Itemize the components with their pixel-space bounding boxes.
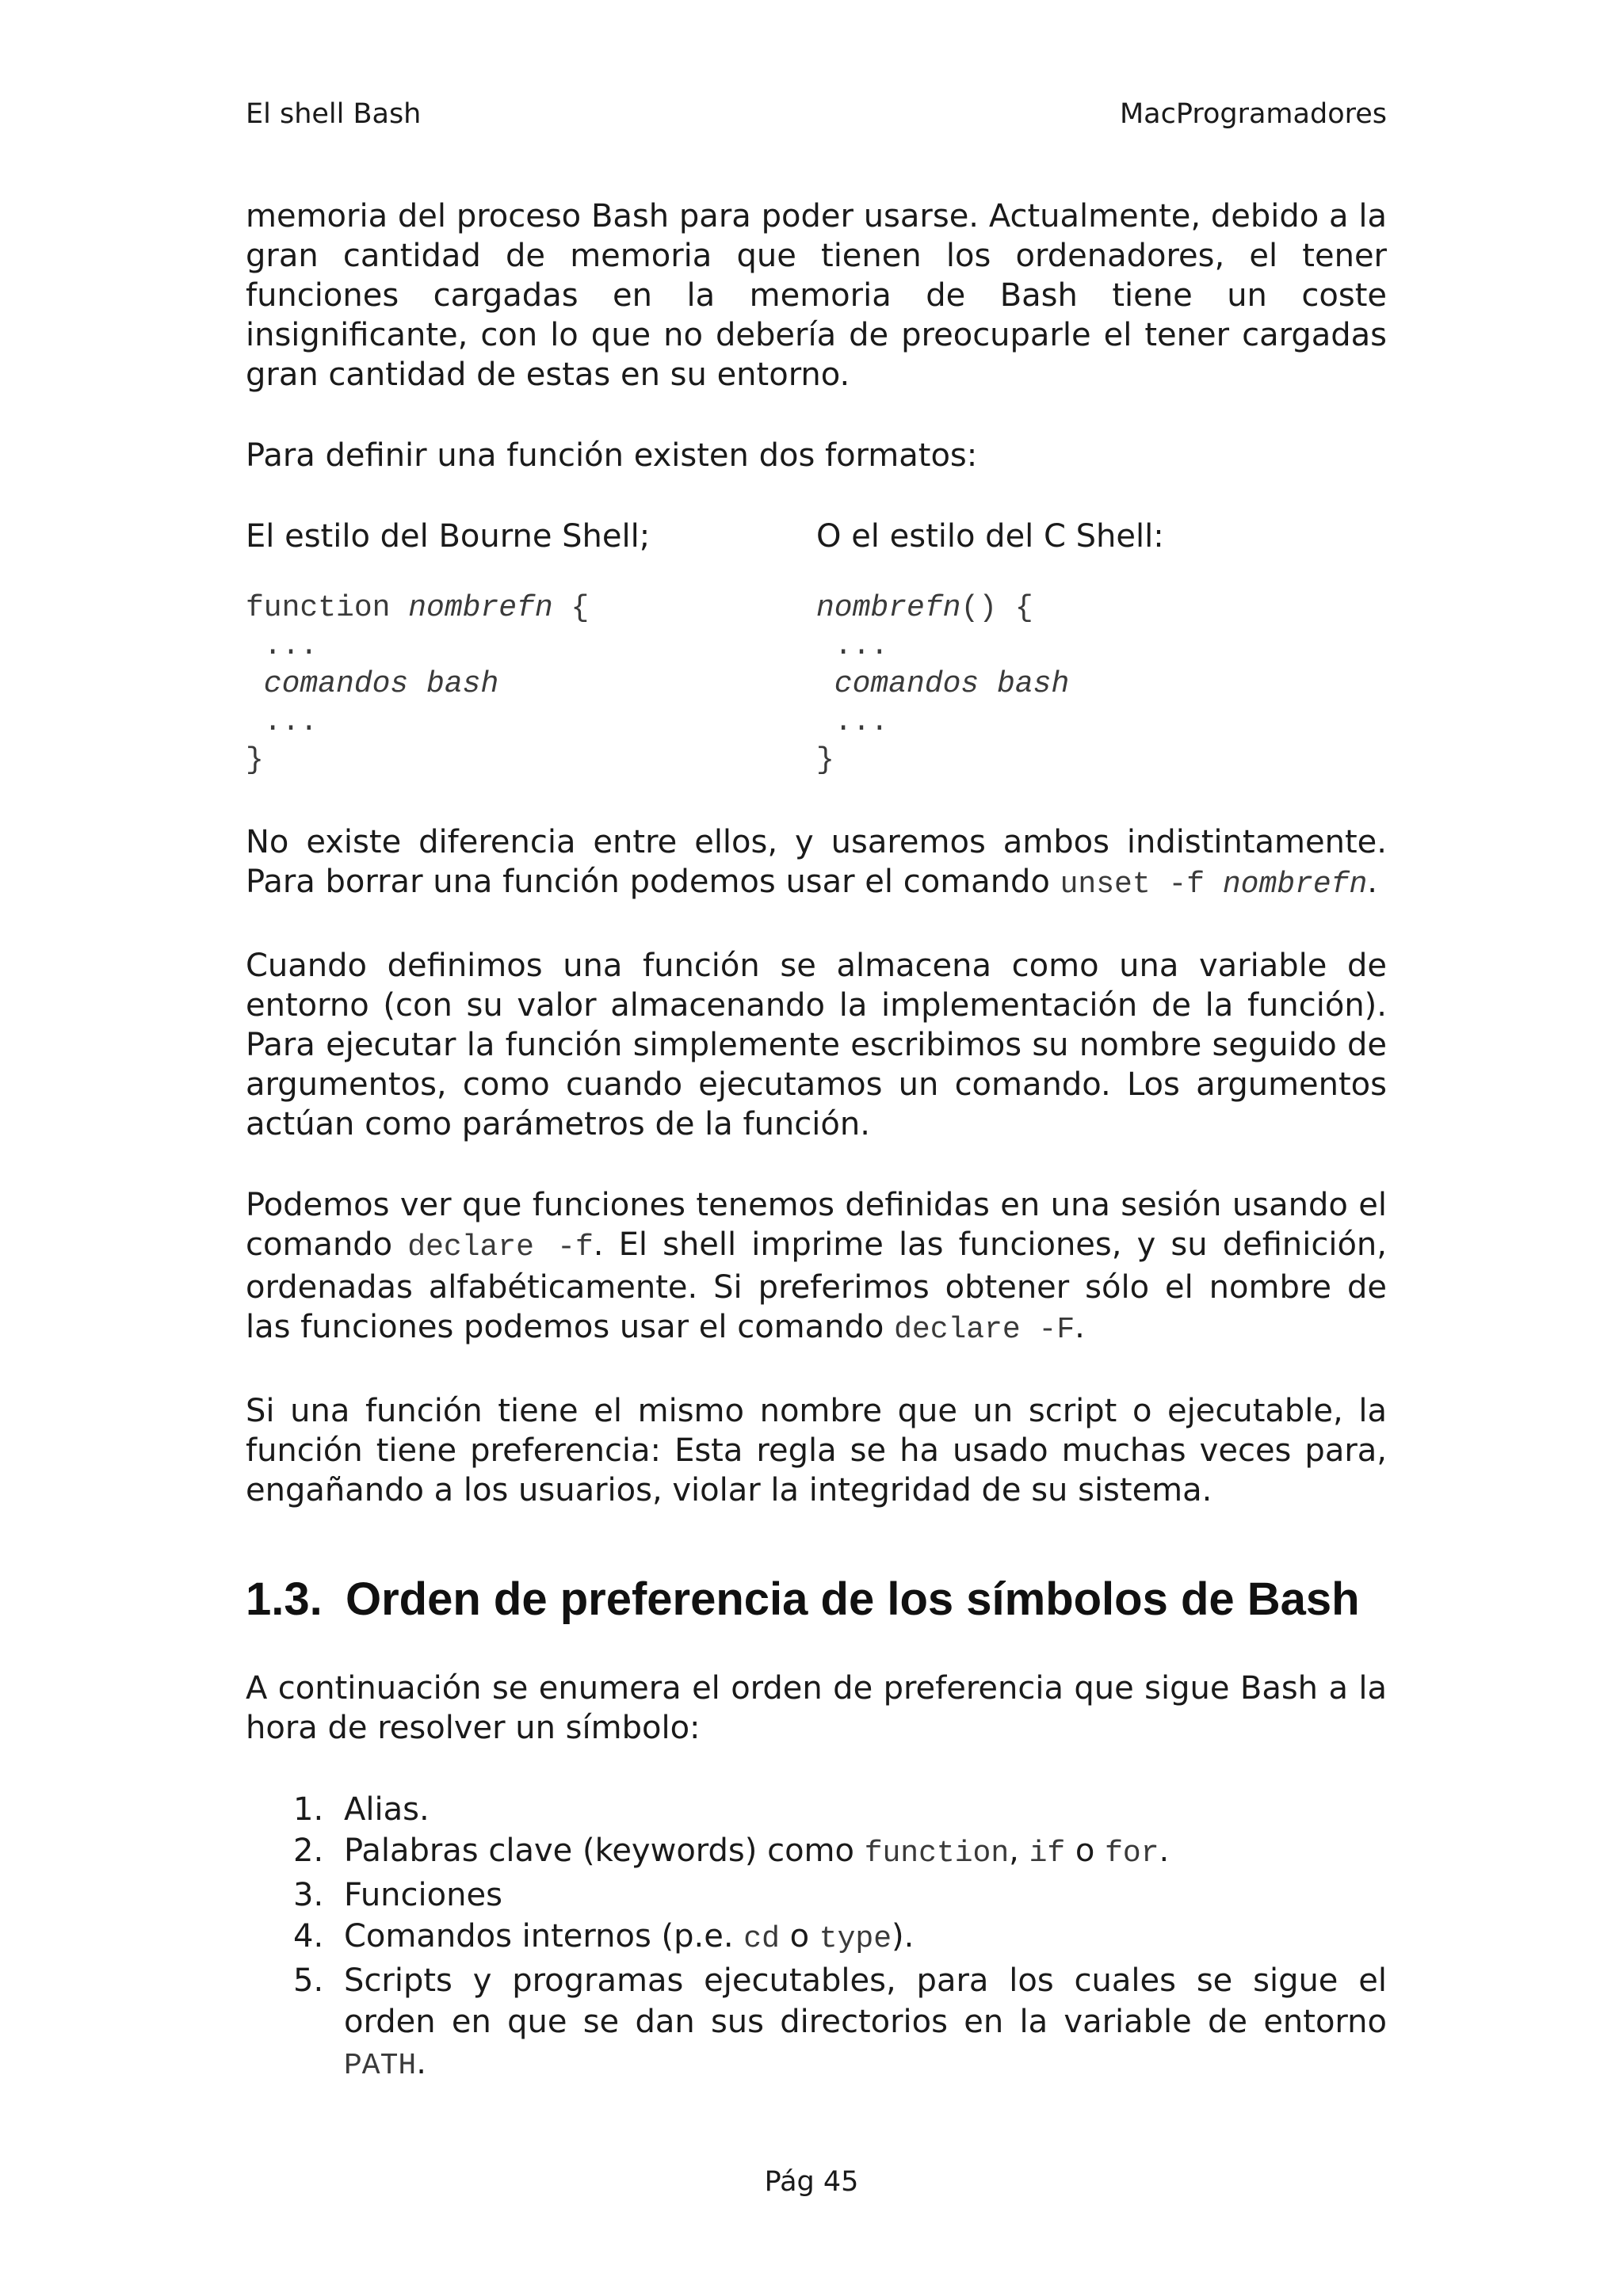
inline-code: function <box>864 1836 1010 1871</box>
paragraph-3-text: No existe diferencia entre ellos, y usaremos ambos indistintamente. Para borrar una función podemos usar el comando <box>246 824 1387 900</box>
inline-code: declare -f <box>407 1230 594 1264</box>
list-text-part: Palabras clave (keywords) como <box>344 1833 865 1869</box>
inline-code: if <box>1029 1836 1066 1871</box>
header-right: MacProgramadores <box>1119 98 1387 130</box>
list-text <box>344 1830 1387 1875</box>
csh-code-block <box>816 589 1387 780</box>
code-fn-name: nombrefn <box>816 591 961 625</box>
list-text-part: o <box>1065 1833 1106 1869</box>
page-number: Pág 45 <box>764 2166 859 2198</box>
list-item <box>246 1960 1387 2087</box>
page-content <box>246 196 1387 2087</box>
code-dots: ... <box>816 705 889 739</box>
bourne-label: El estilo del Bourne Shell; <box>246 518 651 555</box>
list-text <box>344 1960 1387 2087</box>
paragraph-6: Si una función tiene el mismo nombre que un script o ejecutable, la función tiene preferencia: Esta regla se ha usado muchas veces para, engañando a los usuarios, violar la integridad de su sistema. <box>246 1393 1387 1508</box>
code-brace-close: } <box>246 743 264 777</box>
paragraph-1: memoria del proceso Bash para poder usarse. Actualmente, debido a la gran cantidad de memoria que tienen los ordenadores, el tener funciones cargadas en la memoria de Bash tiene un coste insignificante, con lo que no debería de preocuparle el tener cargadas gran cantidad de estas en su entorno. <box>246 198 1387 393</box>
section-number: 1.3. <box>246 1573 323 1625</box>
list-text-part: ). <box>892 1918 915 1955</box>
paragraph-2: Para definir una función existen dos formatos: <box>246 437 978 474</box>
list-number: 2. <box>293 1833 324 1869</box>
list-number: 1. <box>293 1791 324 1828</box>
list-text: Alias. <box>344 1791 430 1828</box>
list-item <box>246 1916 1387 1960</box>
code-commands: comandos bash <box>246 667 499 701</box>
paragraph-3 <box>246 822 1387 905</box>
preference-list <box>246 1789 1387 2087</box>
code-brace-close: } <box>816 743 834 777</box>
code-fn-name: nombrefn <box>408 591 553 625</box>
inline-code: for <box>1105 1836 1159 1871</box>
list-item <box>246 1830 1387 1875</box>
paragraph-7: A continuación se enumera el orden de preferencia que sigue Bash a la hora de resolver un símbolo: <box>246 1670 1387 1746</box>
section-heading <box>246 1572 1387 1627</box>
inline-code: cd <box>743 1922 780 1956</box>
paragraph-3-end: . <box>1367 864 1378 900</box>
list-text-part: , <box>1009 1833 1029 1869</box>
list-text-part: Scripts y programas ejecutables, para los cuales se sigue el orden en que se dan sus directorios en la variable de entorno <box>344 1962 1387 2040</box>
page-header <box>246 98 1387 130</box>
inline-code-italic: nombrefn <box>1222 868 1368 902</box>
code-brace-open: { <box>552 591 590 625</box>
code-dots: ... <box>246 629 319 663</box>
list-text <box>344 1916 1387 1960</box>
inline-code: declare -F <box>894 1313 1075 1347</box>
paragraph-5-text: . <box>1075 1309 1085 1345</box>
inline-code: type <box>819 1922 892 1956</box>
list-text-part: . <box>1159 1833 1170 1869</box>
code-commands: comandos bash <box>816 667 1070 701</box>
inline-code: unset -f <box>1060 868 1223 902</box>
code-dots: ... <box>816 629 889 663</box>
code-keyword: function <box>246 591 409 625</box>
list-number: 5. <box>293 1962 324 1999</box>
code-examples <box>246 589 1387 780</box>
list-text-part: Comandos internos (p.e. <box>344 1918 744 1955</box>
list-item <box>246 1789 1387 1830</box>
list-item <box>246 1875 1387 1916</box>
code-dots: ... <box>246 705 319 739</box>
list-text-part: o <box>779 1918 819 1955</box>
paragraph-4: Cuando definimos una función se almacena como una variable de entorno (con su valor almacenando la implementación de la función). Para ejecutar la función simplemente escribimos su nombre seguido de argumentos, como cuando ejecutamos un comando. Los argumentos actúan como parámetros de la función. <box>246 948 1387 1142</box>
format-labels <box>246 517 1387 556</box>
list-number: 3. <box>293 1877 324 1913</box>
bourne-code-block <box>246 589 816 780</box>
section-title: Orden de preferencia de los símbolos de Bash <box>346 1573 1360 1625</box>
inline-code: PATH <box>344 2049 417 2083</box>
header-left: El shell Bash <box>246 98 422 130</box>
list-text-part: . <box>416 2045 426 2081</box>
paragraph-5-text: . El shell imprime las funciones, y su definición, ordenadas alfabéticamente. Si preferimos obtener sólo el nombre de las funciones podemos usar el comando <box>246 1226 1387 1345</box>
list-text: Funciones <box>344 1877 502 1913</box>
list-number: 4. <box>293 1918 324 1955</box>
paragraph-5 <box>246 1185 1387 1350</box>
paragraph-5-text: Podemos ver que funciones tenemos definidas en una sesión usando el comando <box>246 1187 1387 1263</box>
csh-label: O el estilo del C Shell: <box>816 518 1164 555</box>
code-brace-open: () { <box>960 591 1033 625</box>
